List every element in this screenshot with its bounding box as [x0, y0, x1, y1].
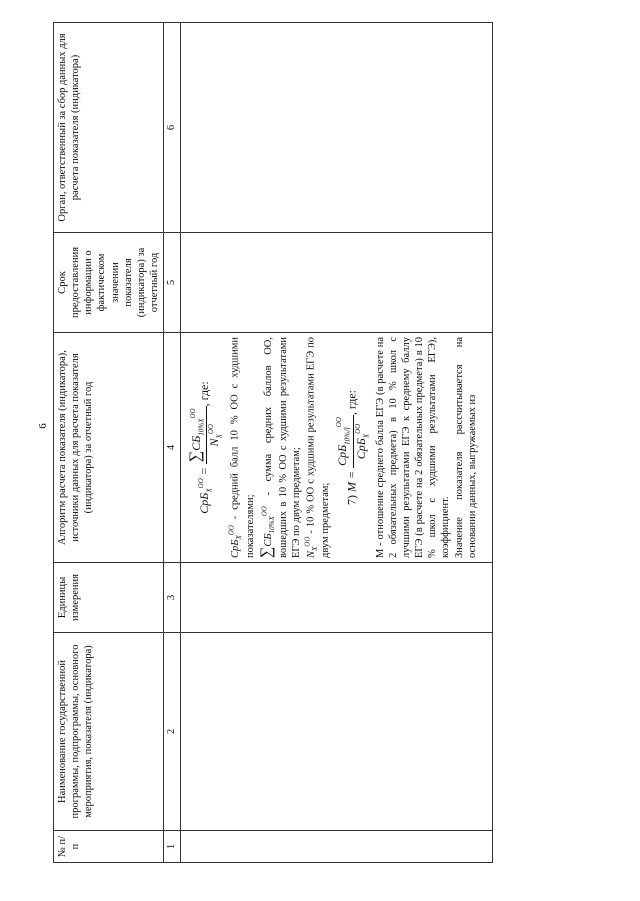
definition-4: М - отношение среднего балла ЕГЭ (в расчете на 2 обязательных предмета) в 10 % школ с лучшими результатами ЕГЭ к среднему баллу ЕГЭ (в расчете на 2 обязательных предмета) в 10 % школ с худшими результатами ЕГЭ), коэффициент. [374, 337, 452, 558]
rotated-table-page [53, 23, 589, 863]
formula-1: СрБ$_X^{OO}$ = $\sum СБ_{10\%X}^{OO}$ $N_X^{OO}$ , где: [187, 381, 224, 514]
col-number-2: 2 [164, 633, 181, 831]
indicator-table [53, 22, 493, 863]
formula-7: 7) M = СрБ$_{10\%Л}^{OO}$ СрБ$_X^{OO}$ , где: [335, 390, 370, 505]
formula-1-where: , где: [196, 381, 211, 407]
page-number: 6 [36, 423, 49, 429]
header-responsible: Орган, ответственный за сбор данных для расчета показателя (индикатора) [54, 23, 164, 233]
header-units: Единицы измерения [54, 563, 164, 633]
table-row [181, 23, 493, 863]
header-deadline: Срок предоставления информации о фактическом значении показателя (индикатора) за отчетный год [54, 233, 164, 333]
col-number-5: 5 [164, 233, 181, 333]
col-number-3: 3 [164, 563, 181, 633]
header-algorithm: Алгоритм расчета показателя (индикатора), источники данных для расчета показателя (индикатора) за отчетный год [54, 333, 164, 563]
definition-2: $\sum СБ_{10\%X}^{OO}$ - сумма средних баллов ОО, вошедших в 10 % ОО с худшими результатами ЕГЭ по двум предметам; [257, 337, 302, 558]
header-num: № п/п [54, 831, 164, 863]
formula-7-where: , где: [344, 390, 359, 416]
header-row [54, 23, 164, 863]
column-number-row [164, 23, 181, 863]
col-number-1: 1 [164, 831, 181, 863]
col-number-6: 6 [164, 23, 181, 233]
header-name: Наименование государственной программы, подпрограммы, основного мероприятия, показателя (индикатора) [54, 633, 164, 831]
definition-3: $N_X^{OO} - 10$ % ОО с худшими результатами ЕГЭ по двум предметам; [303, 337, 332, 558]
definition-1: СрБ$_X^{OO}$ - средний балл 10 % ОО с худшими показателями; [227, 337, 256, 558]
col-number-4: 4 [164, 333, 181, 563]
algorithm-cell [181, 333, 493, 563]
definition-5: Значение показателя рассчитывается на основании данных, выгружаемых из [453, 337, 478, 558]
